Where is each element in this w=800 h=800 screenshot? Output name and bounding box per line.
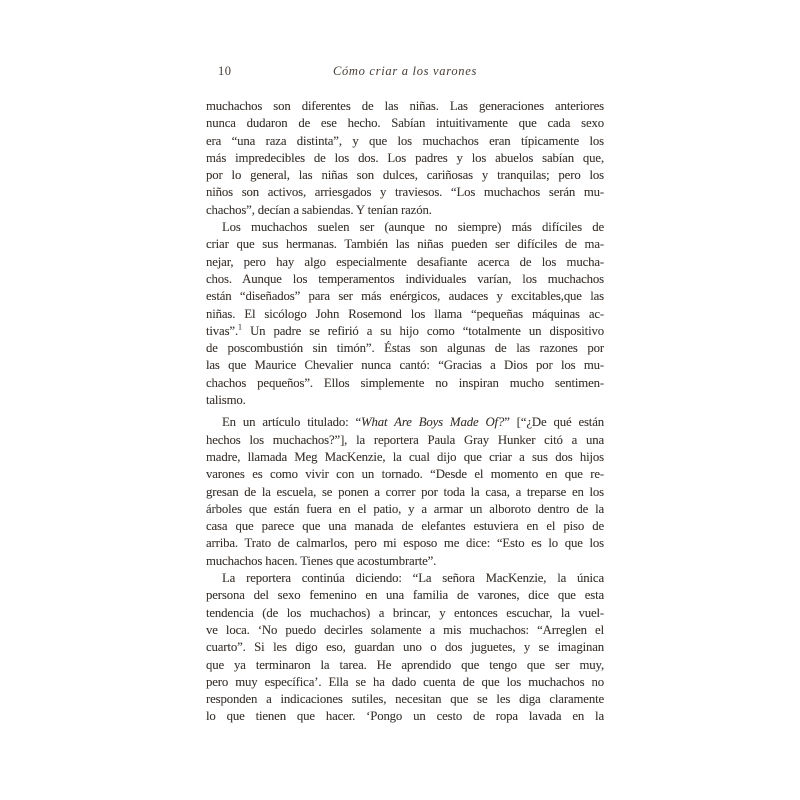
text-line: más impredecibles de los dos. Los padres y los abuelos sabían que, bbox=[206, 150, 604, 165]
text-line: están “diseñados” para ser más enérgicos, audaces y excitables,que las bbox=[206, 289, 604, 304]
text-line: niñas. El sicólogo John Rosemond los llama “pequeñas máquinas ac- bbox=[206, 306, 604, 321]
text-line: talismo. bbox=[206, 393, 246, 408]
text-line: muchachos son diferentes de las niñas. Las generaciones anteriores bbox=[206, 99, 604, 113]
text-line: criar que sus hermanas. También las niñas pueden ser difíciles de ma- bbox=[206, 237, 604, 252]
paragraph bbox=[206, 98, 604, 219]
text-line: tendencia (de los muchachos) a brincar, y entonces escuchar, la vuel- bbox=[206, 605, 604, 620]
text-line: ve loca. ‘No puedo decirles solamente a mis muchachos: “Arreglen el bbox=[206, 622, 604, 637]
running-title: Cómo criar a los varones bbox=[332, 64, 478, 78]
text-line: nunca dudaron de ese hecho. Sabían intuitivamente que cada sexo bbox=[206, 116, 604, 131]
text-line: chachos pequeños”. Ellos simplemente no inspiran mucho sentimen- bbox=[206, 375, 604, 390]
paragraph bbox=[206, 219, 604, 409]
text-line: arriba. Trato de calmarlos, pero mi esposo me dice: “Esto es lo que los bbox=[206, 536, 604, 551]
text-line: muchachos hacen. Tienes que acostumbrarte”. bbox=[206, 553, 437, 568]
text-line: hechos los muchachos?”], la reportera Paula Gray Hunker citó a una bbox=[206, 432, 604, 447]
text-line: de poscombustión sin timón”. Éstas son algunas de las razones por bbox=[206, 341, 604, 356]
text-line: casa que parece que una manada de elefantes estuviera en el piso de bbox=[206, 519, 604, 534]
text-line: era “una raza distinta”, y que los muchachos eran típicamente los bbox=[206, 133, 604, 148]
text-line: En un artículo titulado: “What Are Boys Made Of?” [“¿De qué están bbox=[222, 415, 604, 430]
text-line: madre, llamada Meg MacKenzie, la cual dijo que criar a sus dos hijos bbox=[206, 449, 604, 464]
text-line: pero muy específica’. Ella se ha dado cuenta de que los muchachos no bbox=[206, 674, 604, 689]
text-line: niños son activos, arriesgados y traviesos. “Los muchachos serán mu- bbox=[206, 185, 604, 200]
text-line: responden a indicaciones sutiles, necesitan que se les diga claramente bbox=[206, 692, 604, 707]
text-line: persona del sexo femenino en una familia de varones, dice que esta bbox=[206, 588, 604, 603]
text-line: árboles que están fuera en el patio, y a armar un alboroto dentro de la bbox=[206, 501, 604, 516]
running-header bbox=[206, 64, 604, 80]
text-line: nejar, pero hay algo especialmente desafiante acerca de los mucha- bbox=[206, 254, 604, 269]
text-line: Los muchachos suelen ser (aunque no siempre) más difíciles de bbox=[222, 220, 604, 235]
text-block bbox=[206, 98, 604, 726]
text-line: tivas”.$^1$ Un padre se refirió a su hijo como “totalmente un dispositivo bbox=[206, 322, 604, 338]
text-line: lo que tienen que hacer. ‘Pongo un cesto de ropa lavada en la bbox=[206, 709, 604, 724]
text-line: que ya terminaron la tarea. He aprendido que tengo que ser muy, bbox=[206, 657, 604, 672]
text-line: las que Maurice Chevalier nunca cantó: “Gracias a Dios por los mu- bbox=[206, 358, 604, 373]
text-line: La reportera continúa diciendo: “La señora MacKenzie, la única bbox=[222, 571, 604, 586]
text-line: por lo general, las niñas son dulces, cariñosas y tranquilas; pero los bbox=[206, 168, 604, 183]
text-line: cuarto”. Si les digo eso, guardan uno o dos juguetes, y se imaginan bbox=[206, 640, 604, 655]
text-line: chachos”, decían a sabiendas. Y tenían razón. bbox=[206, 202, 432, 217]
text-line: gresan de la escuela, se ponen a correr por toda la casa, a treparse en los bbox=[206, 484, 604, 499]
text-line: varones es como vivir con un tornado. “Desde el momento en que re- bbox=[206, 467, 604, 482]
footnote-marker: 1 bbox=[238, 322, 242, 332]
page-number: 10 bbox=[218, 64, 232, 78]
paragraph bbox=[206, 414, 604, 570]
paragraph bbox=[206, 570, 604, 726]
text-line: chos. Aunque los temperamentos individuales varían, los muchachos bbox=[206, 271, 604, 286]
